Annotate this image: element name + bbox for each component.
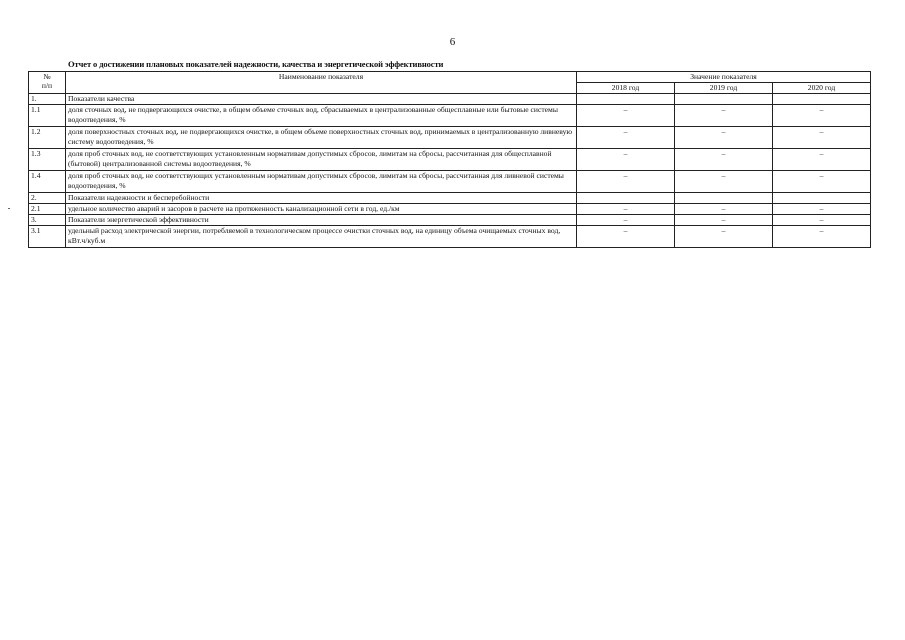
row-value: –: [773, 204, 871, 215]
header-name: Наименование показателя: [66, 72, 577, 94]
row-name: удельный расход электрической энергии, потребляемой в технологическом процессе очистки сточных вод, на единицу объема очищаемых сточных вод, кВт.ч/куб.м: [66, 226, 577, 248]
table-row: [29, 171, 871, 193]
row-value: –: [773, 105, 871, 127]
table-row: [29, 94, 871, 105]
row-value: [773, 94, 871, 105]
row-value: –: [675, 226, 773, 248]
row-num: 3.1: [29, 226, 66, 248]
row-value: –: [577, 204, 675, 215]
header-year: 2018 год: [577, 83, 675, 94]
scan-speck: [8, 208, 10, 209]
row-value: [675, 193, 773, 204]
row-num: 1.1: [29, 105, 66, 127]
table-row: [29, 215, 871, 226]
row-value: –: [675, 215, 773, 226]
row-value: –: [577, 226, 675, 248]
row-num: 1.3: [29, 149, 66, 171]
row-name: удельное количество аварий и засоров в расчете на протяженность канализационной сети в год, ед./км: [66, 204, 577, 215]
table-row: [29, 127, 871, 149]
row-value: –: [577, 127, 675, 149]
row-value: –: [675, 105, 773, 127]
table-row: [29, 149, 871, 171]
report-title: Отчет о достижении плановых показателей надежности, качества и энергетической эффективности: [68, 59, 444, 69]
table-row: [29, 105, 871, 127]
row-value: [577, 193, 675, 204]
row-num: 3.: [29, 215, 66, 226]
row-value: –: [773, 127, 871, 149]
row-value: –: [675, 171, 773, 193]
row-name: доля проб сточных вод, не соответствующих установленным нормативам допустимых сбросов, лимитам на сбросы, рассчитанная для ливневой системы водоотведения, %: [66, 171, 577, 193]
row-num: 1.2: [29, 127, 66, 149]
row-name: Показатели энергетической эффективности: [66, 215, 577, 226]
row-num: 1.4: [29, 171, 66, 193]
row-value: –: [577, 149, 675, 171]
row-name: Показатели надежности и бесперебойности: [66, 193, 577, 204]
row-name: доля поверхностных сточных вод, не подвергающихся очистке, в общем объеме поверхностных сточных вод, принимаемых в централизованную ливневую систему водоотведения, %: [66, 127, 577, 149]
row-value: [773, 193, 871, 204]
row-value: –: [675, 204, 773, 215]
row-value: –: [577, 171, 675, 193]
row-num: 1.: [29, 94, 66, 105]
header-year: 2020 год: [773, 83, 871, 94]
row-value: –: [773, 215, 871, 226]
header-year: 2019 год: [675, 83, 773, 94]
page-number: 6: [449, 36, 456, 48]
row-name: доля сточных вод, не подвергающихся очистке, в общем объеме сточных вод, сбрасываемых в централизованные общесплавные или бытовые системы водоотведения, %: [66, 105, 577, 127]
row-value: [577, 94, 675, 105]
row-value: –: [773, 149, 871, 171]
row-value: –: [675, 149, 773, 171]
header-value-group: Значение показателя: [577, 72, 871, 83]
table-row: [29, 226, 871, 248]
row-name: доля проб сточных вод, не соответствующих установленным нормативам допустимых сбросов, лимитам на сбросы, рассчитанная для общесплавной (бытовой) централизованной системы водоотведения, %: [66, 149, 577, 171]
header-num: № п/п: [29, 72, 66, 94]
row-num: 2.: [29, 193, 66, 204]
row-value: –: [577, 215, 675, 226]
row-value: –: [577, 105, 675, 127]
table-header-row: [29, 72, 871, 83]
indicators-table: [28, 71, 871, 248]
row-value: –: [773, 226, 871, 248]
row-value: [675, 94, 773, 105]
row-value: –: [675, 127, 773, 149]
table-row: [29, 204, 871, 215]
row-num: 2.1: [29, 204, 66, 215]
row-name: Показатели качества: [66, 94, 577, 105]
table-row: [29, 193, 871, 204]
row-value: –: [773, 171, 871, 193]
